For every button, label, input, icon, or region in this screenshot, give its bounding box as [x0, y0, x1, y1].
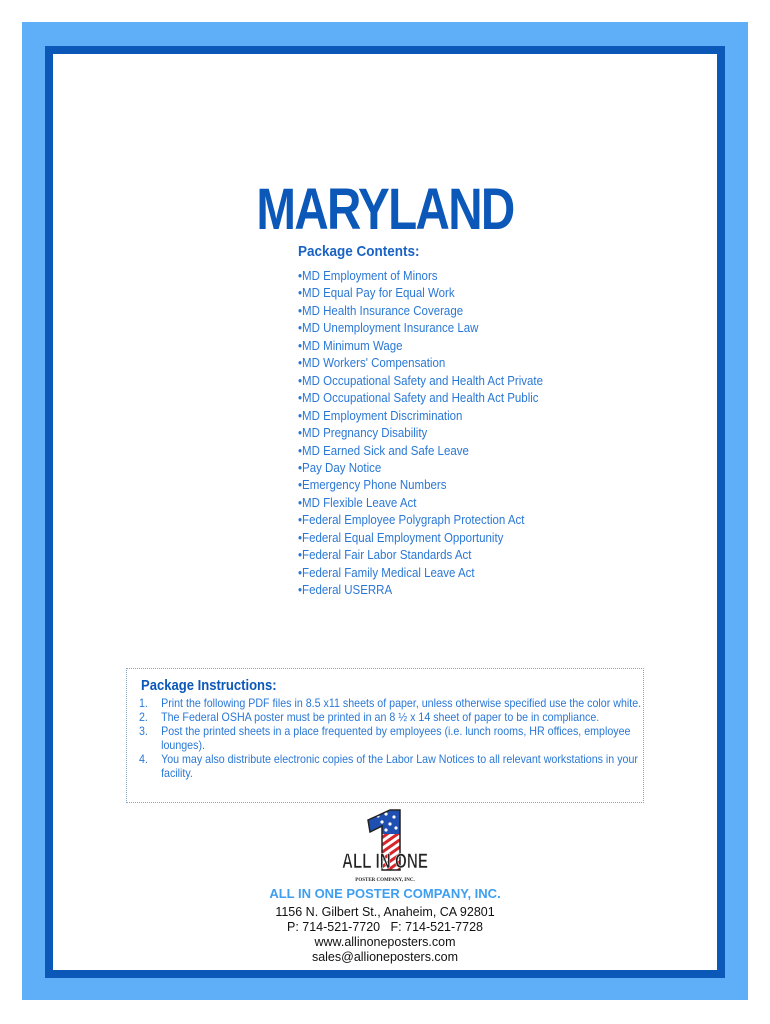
logo-subtitle: POSTER COMPANY, INC. — [355, 878, 415, 883]
list-item: • Federal Equal Employment Opportunity — [298, 530, 543, 547]
list-item: • Emergency Phone Numbers — [298, 477, 543, 494]
list-item: • Pay Day Notice — [298, 460, 543, 477]
list-item: • MD Occupational Safety and Health Act Public — [298, 390, 543, 407]
step-text: Print the following PDF files in 8.5 x11 sheets of paper, unless otherwise specified use the color white. — [161, 697, 642, 710]
package-contents-list — [298, 268, 564, 600]
list-item: • MD Employment Discrimination — [298, 408, 543, 425]
list-item: • MD Employment of Minors — [298, 268, 543, 285]
step-text: Post the printed sheets in a place frequented by employees (i.e. lunch rooms, HR offices, employee lounges). — [161, 725, 631, 752]
step-number: 2. — [139, 711, 148, 724]
instruction-step — [139, 725, 658, 753]
step-number: 4. — [139, 753, 148, 766]
step-text: The Federal OSHA poster must be printed in an 8 ½ x 14 sheet of paper to be in compliance. — [161, 711, 600, 724]
list-item: • MD Minimum Wage — [298, 338, 543, 355]
package-instructions-heading: Package Instructions: — [141, 678, 277, 694]
list-item: • MD Occupational Safety and Health Act Private — [298, 373, 543, 390]
page-title: MARYLAND — [256, 177, 514, 242]
package-instructions-box — [126, 668, 644, 803]
list-item: • MD Equal Pay for Equal Work — [298, 285, 543, 302]
list-item: • Federal Employee Polygraph Protection Act — [298, 512, 543, 529]
list-item: • Federal Family Medical Leave Act — [298, 565, 543, 582]
instruction-step — [139, 697, 658, 711]
list-item: • MD Pregnancy Disability — [298, 425, 543, 442]
company-phone: P: 714-521-7720 F: 714-521-7728 — [287, 920, 483, 934]
instructions-list — [139, 697, 649, 781]
package-contents-heading: Package Contents: — [298, 243, 420, 260]
company-website[interactable]: www.allinoneposters.com — [314, 935, 456, 949]
list-item: • MD Workers' Compensation — [298, 355, 543, 372]
step-text: You may also distribute electronic copies of the Labor Law Notices to all relevant workstations in your facility. — [161, 753, 638, 780]
list-item: • Federal Fair Labor Standards Act — [298, 547, 543, 564]
list-item: • MD Health Insurance Coverage — [298, 303, 543, 320]
step-number: 3. — [139, 725, 148, 738]
all-in-one-logo — [338, 808, 432, 888]
company-email[interactable]: sales@allioneposters.com — [311, 950, 459, 964]
list-item: • MD Earned Sick and Safe Leave — [298, 443, 543, 460]
list-item: • Federal USERRA — [298, 582, 543, 599]
instruction-step — [139, 711, 658, 725]
step-number: 1. — [139, 697, 148, 710]
logo-wordmark: ALL IN ONE — [342, 850, 428, 873]
company-name: ALL IN ONE POSTER COMPANY, INC. — [269, 886, 501, 901]
instruction-step — [139, 753, 658, 781]
list-item: • MD Flexible Leave Act — [298, 495, 543, 512]
company-address: 1156 N. Gilbert St., Anaheim, CA 92801 — [275, 905, 495, 919]
list-item: • MD Unemployment Insurance Law — [298, 320, 543, 337]
